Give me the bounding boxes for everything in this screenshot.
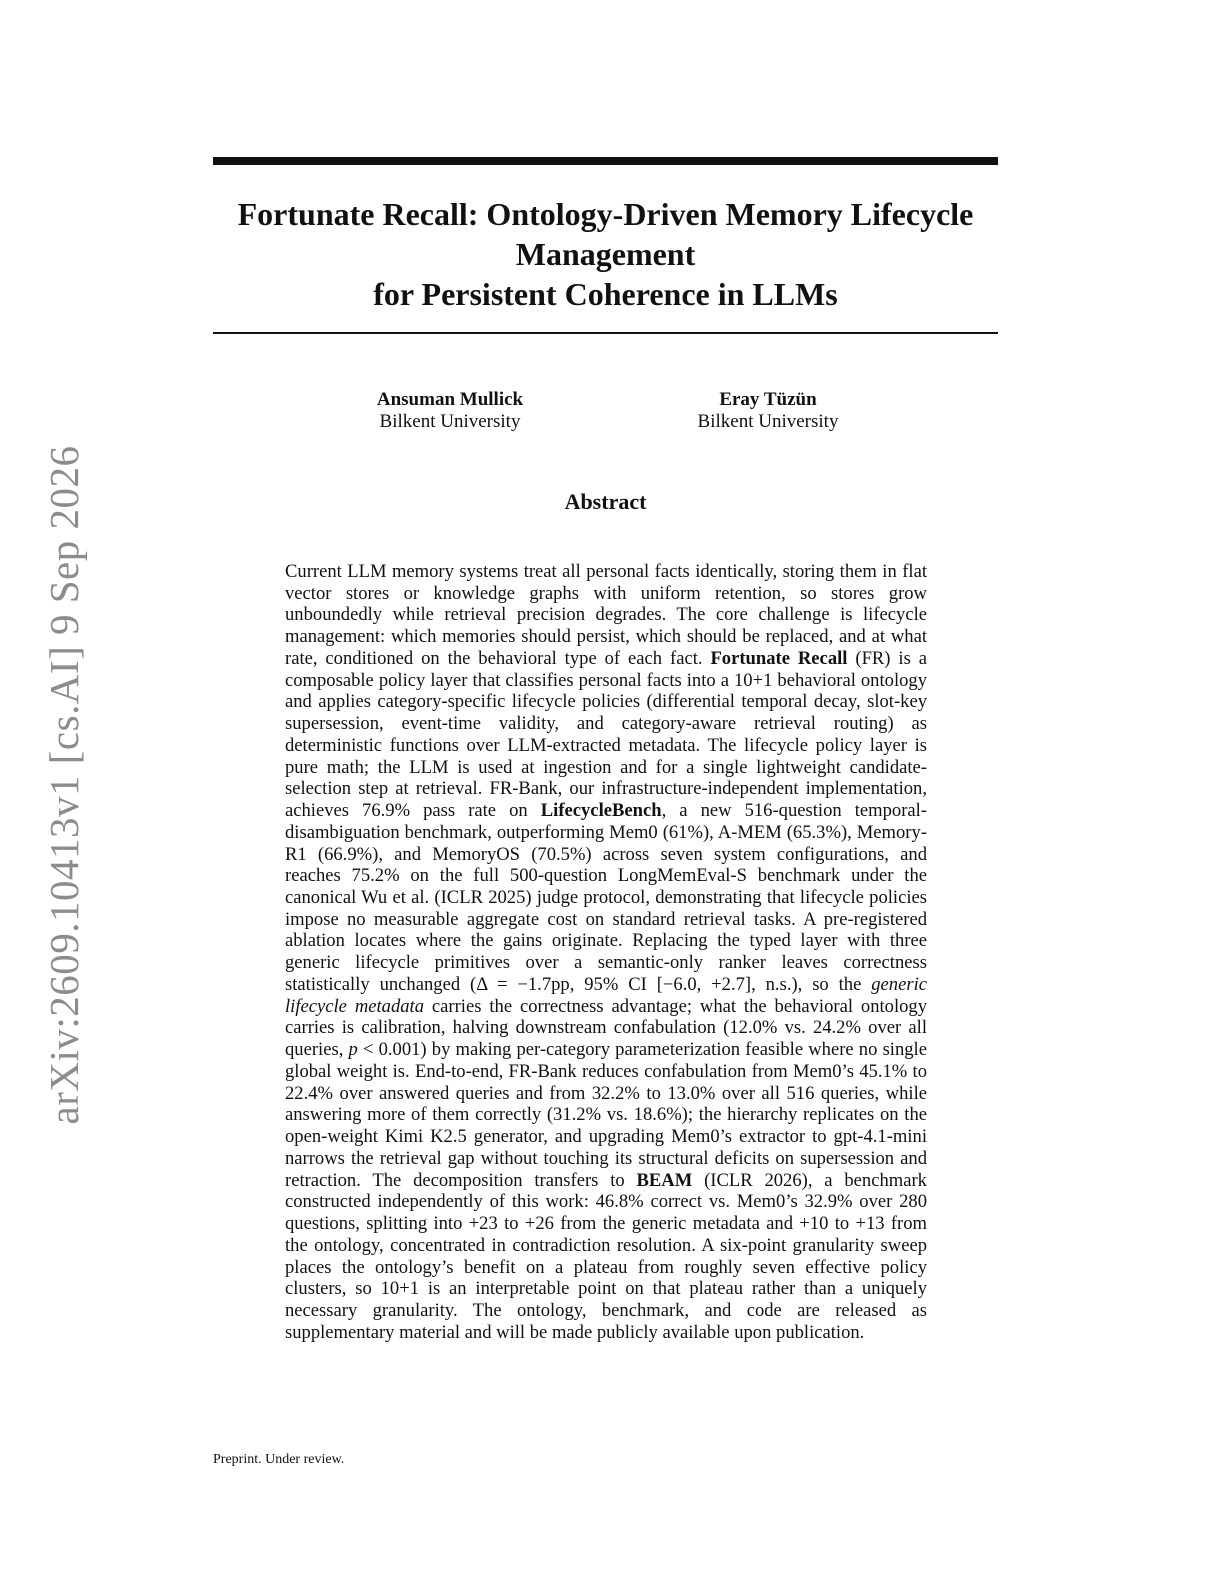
title-top-rule xyxy=(213,157,998,165)
title-line: Fortunate Recall: Ontology-Driven Memory Lifecycle xyxy=(237,196,974,232)
abstract-segment: generic lifecycle metadata xyxy=(285,973,927,1017)
abstract-segment: < 0.001) by making per-category parameterization feasible where no single global weight is. End-to-end, FR-Bank reduces confabulation from Mem0’s 45.1% to 22.4% over answered queries and from 32.2% to 13.0% over all 516 queries, while answering more of them correctly (31.2% vs. 18.6%); the hierarchy replicates on the open-weight Kimi K2.5 generator, and upgrading Mem0’s extractor to gpt-4.1-mini narrows the retrieval gap without touching its structural deficits on supersession and retraction. The decomposition transfers to xyxy=(285,1039,927,1191)
title-line: for Persistent Coherence in LLMs xyxy=(373,276,838,312)
author-affiliation: Bilkent University xyxy=(697,411,839,432)
paper-title xyxy=(213,194,998,314)
abstract-segment: LifecycleBench xyxy=(540,800,662,822)
author-affiliation: Bilkent University xyxy=(379,411,521,432)
abstract-segment: carries the correctness advantage; what the behavioral ontology carries is calibration, halving downstream confabulation (12.0% vs. 24.2% over all queries, xyxy=(285,995,928,1061)
abstract-segment: p xyxy=(348,1039,358,1061)
footer-note: Preprint. Under review. xyxy=(213,1452,345,1467)
author-block xyxy=(618,389,918,433)
title-bottom-rule xyxy=(213,332,998,334)
author-name: Eray Tüzün xyxy=(719,389,817,410)
title-line: Management xyxy=(515,236,696,272)
abstract-segment: Fortunate Recall xyxy=(710,647,848,669)
arxiv-identifier-stamp: arXiv:2609.10413v1 [cs.AI] 9 Sep 2026 xyxy=(41,445,87,1125)
abstract-segment: Current LLM memory systems treat all personal facts identically, storing them in flat vector stores or knowledge graphs with uniform retention, so stores grow unboundedly while retrieval precision degrades. The core challenge is lifecycle management: which memories should persist, which should be replaced, and at what rate, conditioned on the behavioral type of each fact. xyxy=(285,561,927,669)
abstract-heading: Abstract xyxy=(564,489,647,514)
abstract-segment: , a new 516-question temporal-disambiguation benchmark, outperforming Mem0 (61%), A-MEM (65.3%), Memory-R1 (66.9%), and MemoryOS (70.5%) across seven system configurations, and reaches 75.2% on the full 500-question LongMemEval-S benchmark under the canonical Wu et al. (ICLR 2025) judge protocol, demonstrating that lifecycle policies impose no measurable aggregate cost on standard retrieval tasks. A pre-registered ablation locates where the gains originate. Replacing the typed layer with three generic lifecycle primitives over a semantic-only ranker leaves correctness statistically unchanged (Δ = −1.7pp, 95% CI [−6.0, +2.7], n.s.), so the xyxy=(285,800,928,995)
abstract-segment: (ICLR 2026), a benchmark constructed independently of this work: 46.8% correct vs. Mem0’s 32.9% over 280 questions, splitting into +23 to +26 from the generic metadata and +10 to +13 from the ontology, concentrated in contradiction resolution. A six-point granularity sweep places the ontology’s benefit on a plateau from roughly seven effective policy clusters, so 10+1 is an interpretable point on that plateau rather than a uniquely necessary granularity. The ontology, benchmark, and code are released as supplementary material and will be made publicly available upon publication. xyxy=(285,1169,927,1343)
abstract-segment: (FR) is a composable policy layer that classifies personal facts into a 10+1 behavioral ontology and applies category-specific lifecycle policies (differential temporal decay, slot-key supersession, event-time validity, and category-aware retrieval routing) as deterministic functions over LLM-extracted metadata. The lifecycle policy layer is pure math; the LLM is used at ingestion and for a single lightweight candidate-selection step at retrieval. FR-Bank, our infrastructure-independent implementation, achieves 76.9% pass rate on xyxy=(285,647,927,822)
abstract-body xyxy=(285,561,927,1343)
abstract-segment: BEAM xyxy=(636,1169,693,1191)
author-block xyxy=(300,389,600,433)
author-name: Ansuman Mullick xyxy=(376,389,524,410)
